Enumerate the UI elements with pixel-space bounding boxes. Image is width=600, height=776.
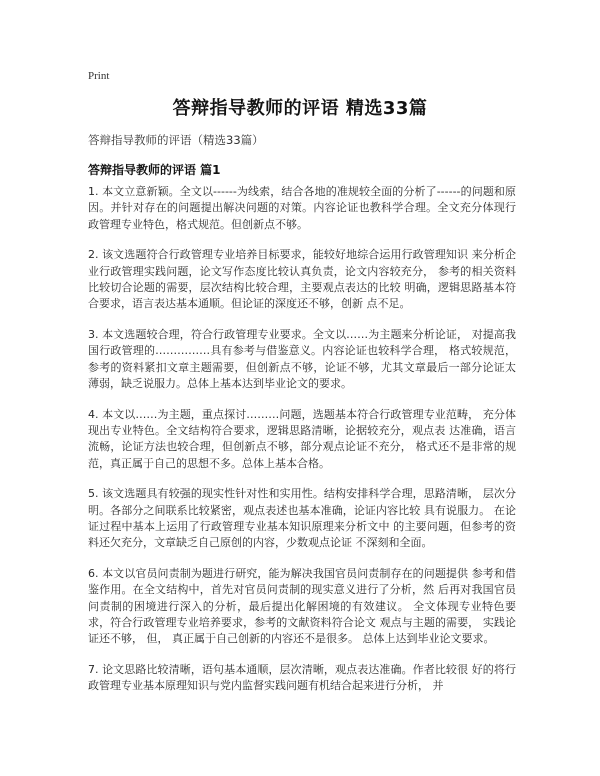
paragraph-3: 3. 本文选题较合理，符合行政管理专业要求。全文以……为主题来分析论证， 对提高我国行政管理的……………具有参考与借鉴意义。内容论证也较科学合理， 格式较规范，参考的资料紧扣文章主题需要，但创新点不够，论证不够，尤其文章最后一部分论证太薄弱，缺乏说服力。总体上基本达到毕业论文的要求。 <box>88 328 516 390</box>
content-body <box>88 184 516 709</box>
paragraph-6: 6. 本文以官员问责制为题进行研究，能为解决我国官员问责制存在的问题提供 参考和借鉴作用。在全文结构中，首先对官员问责制的现实意义进行了分析，然 后再对我国官员问责制的困境进行深入的分析，最后提出化解困境的有效建议。 全文体现专业特色要求，符合行政管理专业培养要求，参考的文献资料符合论文 观点与主题的需要， 实践论证还不够， 但， 真正属于自己创新的内容还不是很多。 总体上达到毕业论文要求。 <box>88 567 516 646</box>
document-subtitle: 答辩指导教师的评语（精选33篇） <box>88 133 264 147</box>
paragraph-2: 2. 该文选题符合行政管理专业培养目标要求，能较好地综合运用行政管理知识 来分析企业行政管理实践问题，论文写作态度比较认真负责，论文内容较充分， 参考的相关资料比较切合论题的需要，层次结构比较合理，主要观点表达的比较 明确，逻辑思路基本符合要求，语言表达基本通顺。但论证的深度还不够，创新 点不足。 <box>88 248 516 311</box>
paragraph-5: 5. 该文选题具有较强的现实性针对性和实用性。结构安排科学合理，思路清晰， 层次分明。各部分之间联系比较紧密，观点表述也基本准确，论证内容比较 具有说服力。 在论证过程中基本上运用了行政管理专业基本知识原理来分析文中 的主要问题，但参考的资料还欠充分，文章缺乏自己原创的内容，少数观点论证 不深刻和全面。 <box>88 487 516 550</box>
paragraph-4: 4. 本文以……为主题，重点探讨………问题，选题基本符合行政管理专业范畴， 充分体现出专业特色。全文结构符合要求，逻辑思路清晰，论据较充分，观点表 达准确，语言流畅，论证方法也较合理，但创新点不够，部分观点论证不充分， 格式还不是非常的规范，真正属于自己的思想不多。总体上基本合格。 <box>88 407 516 470</box>
section-heading: 答辩指导教师的评语 篇1 <box>88 163 221 177</box>
document-title: 答辩指导教师的评语 精选33篇 <box>172 98 428 119</box>
paragraph-1: 1. 本文立意新颖。全文以------为线索，结合各地的准规较全面的分析了------的问题和原因。并针对存在的问题提出解决问题的对策。内容论证也教科学合理。全文充分体现行政管理专业特色，格式规范。但创新点不够。 <box>88 185 516 231</box>
paragraph-7: 7. 论文思路比较清晰，语句基本通顺，层次清晰，观点表达准确。作者比较很 好的将行政管理专业基本原理知识与党内监督实践问题有机结合起来进行分析， 并 <box>88 663 516 693</box>
print-label: Print <box>88 70 110 82</box>
